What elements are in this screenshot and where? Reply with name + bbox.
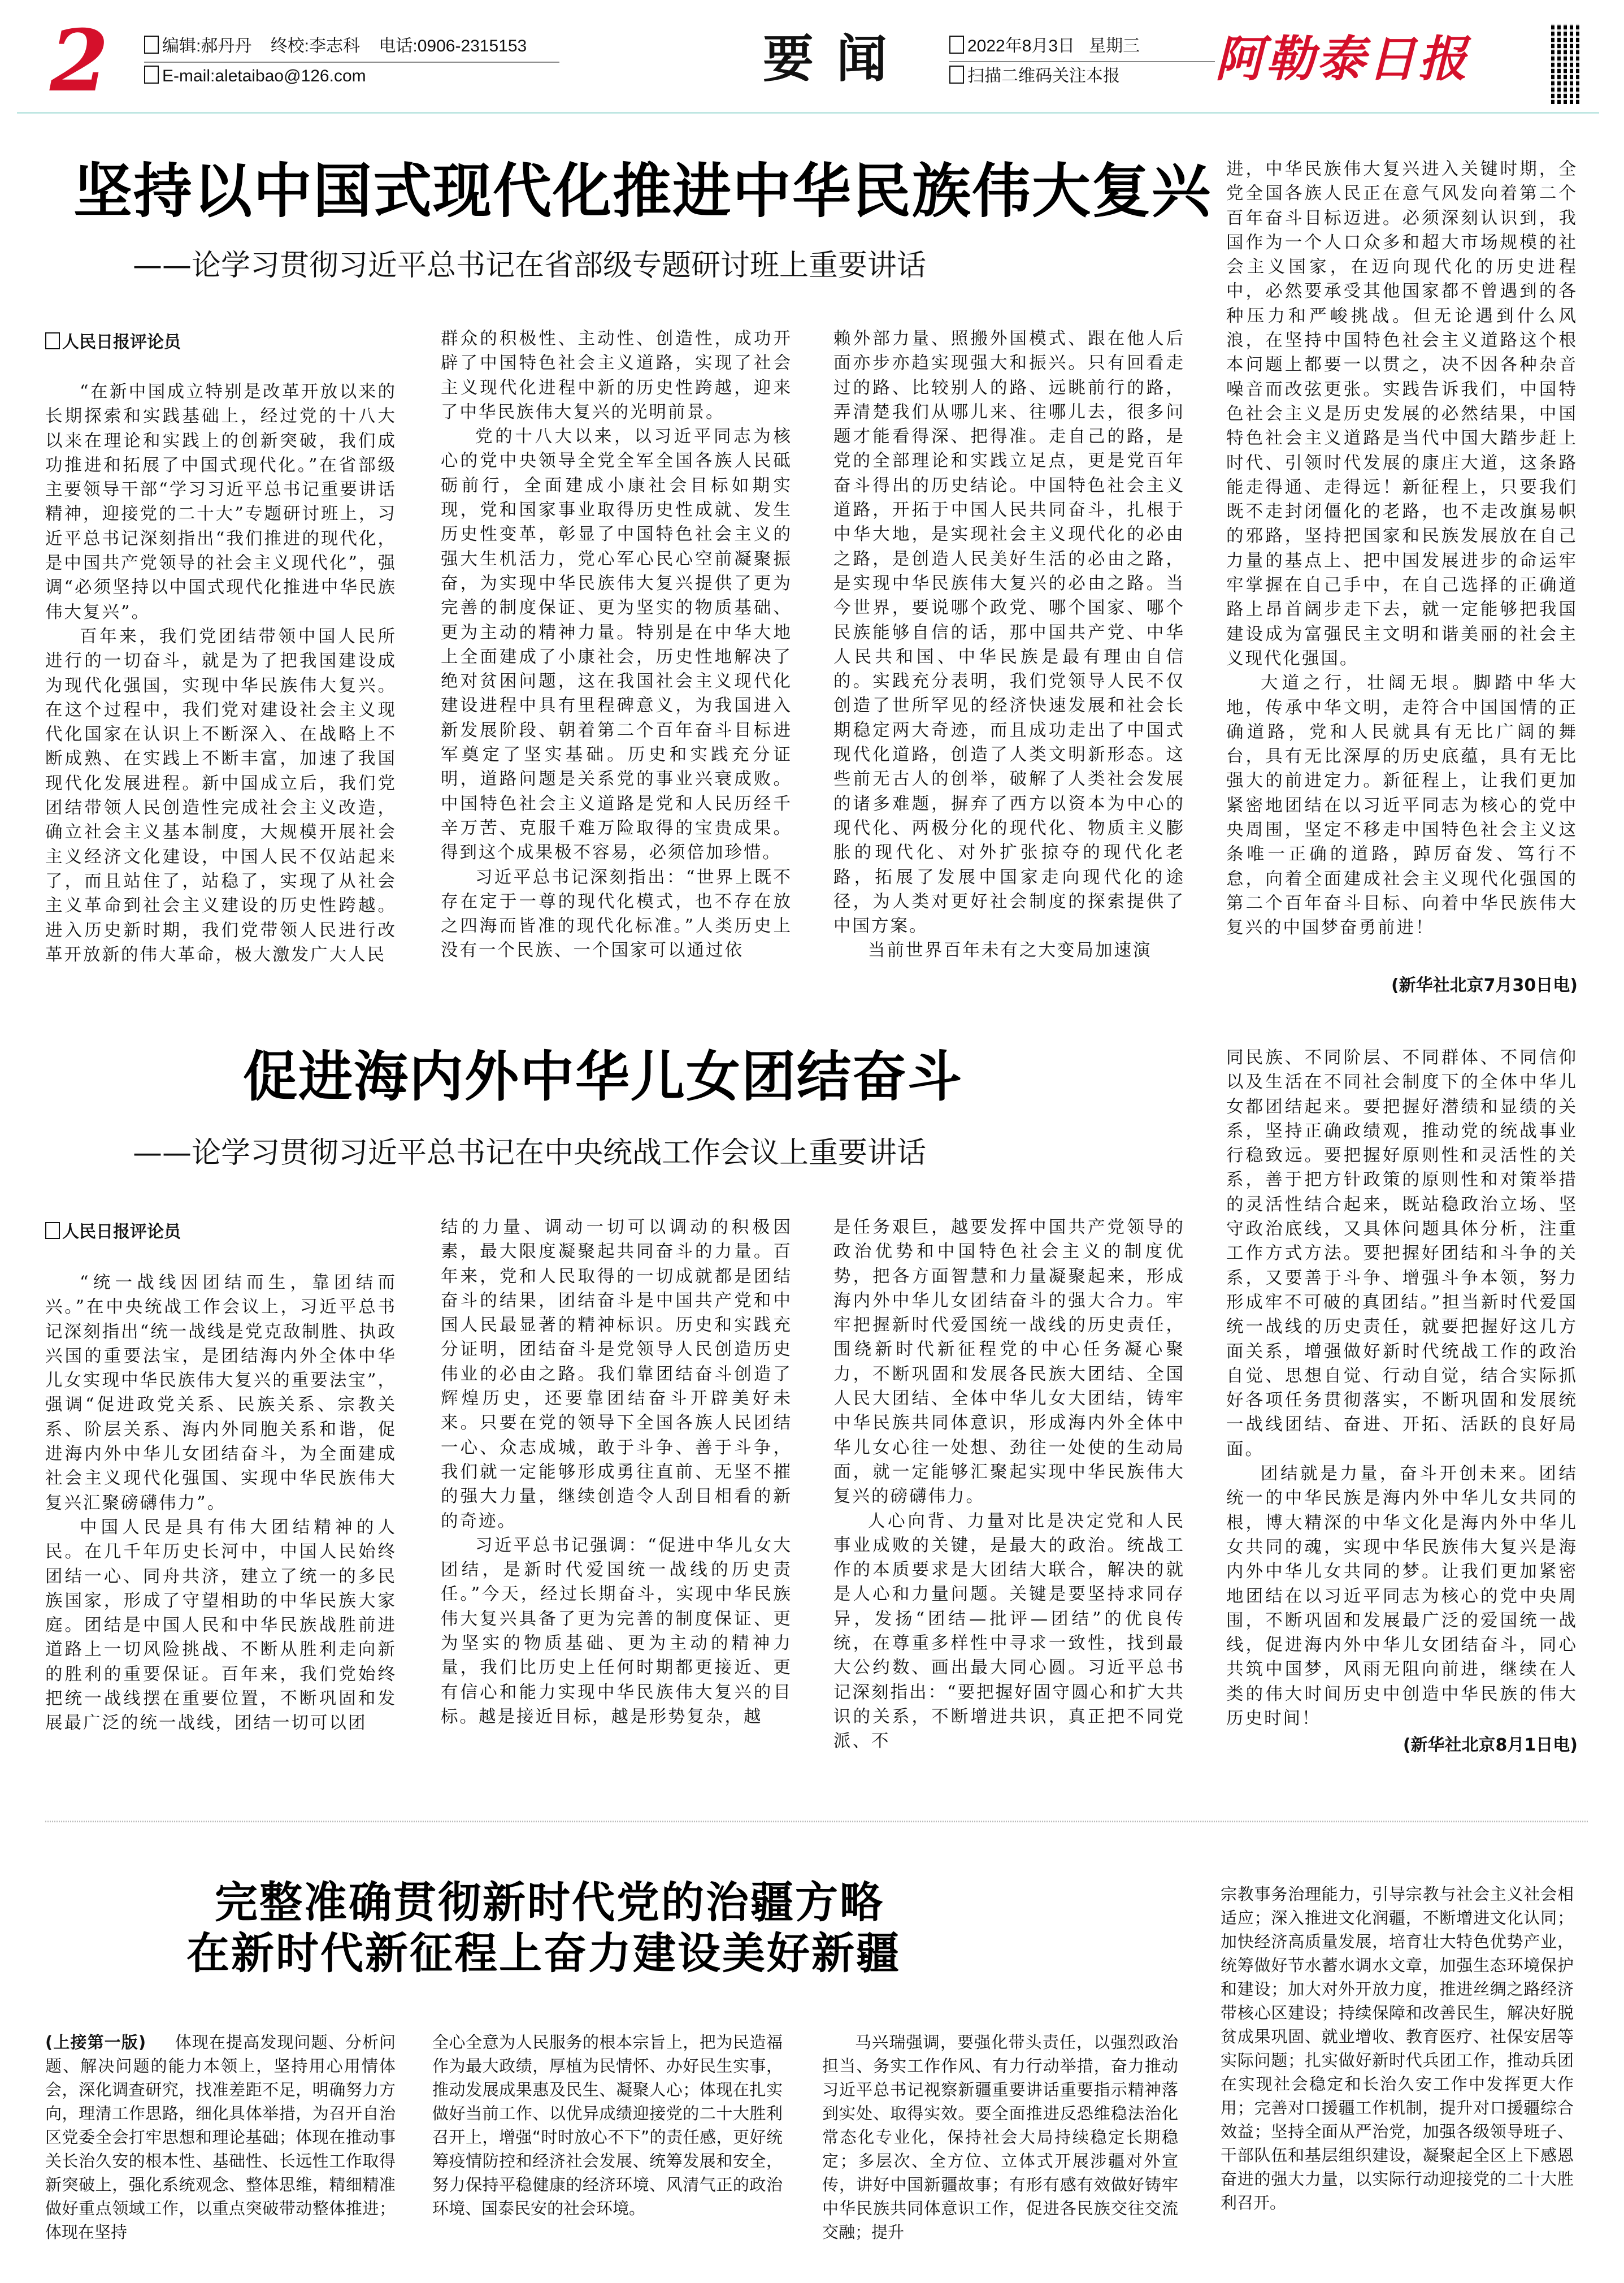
article1-paragraph: 习近平总书记深刻指出：“世界上既不存在定于一尊的现代化模式，也不存在放之四海而皆准的现代化标准。”人类历史上没有一个民族、一个国家可以通过依 [441,867,792,961]
qr-hint-info [949,65,1215,88]
email-info [144,65,557,88]
article1-paragraph: 大道之行，壮阔无垠。脚踏中华大地，传承中华文明，走符合中国国情的正确道路，党和人民就具有无比广阔的舞台，具有无比深厚的历史底蕴，具有无比强大的前进定力。新征程上，让我们更加紧密地团结在以习近平同志为核心的党中央周围，坚定不移走中国特色社会主义这条唯一正确的道路，踔厉奋发、笃行不怠，向着全面建成社会主义现代化强国的第二个百年奋斗目标、向着中华民族伟大复兴的中国梦奋勇前进！ [1226,673,1578,938]
article1-dateline: (新华社北京7月30日电) [1391,976,1578,995]
issue-weekday: 星期三 [1089,37,1140,55]
newspaper-logo: 阿勒泰日报 [1215,31,1469,88]
article2-paragraph: 是任务艰巨，越要发挥中国共产党领导的政治优势和中国特色社会主义的制度优势，把各方面智慧和力量凝聚起来，形成海内外中华儿女团结奋斗的强大合力。牢牢把握新时代爱国统一战线的历史责任，围绕新时代新征程党的中心任务凝心聚力，不断巩固和发展各民族大团结、全国人民大团结、全体中华儿女大团结，铸牢中华民族共同体意识，形成海内外全体中华儿女心往一处想、劲往一处使的生动局面，就一定能够汇聚起实现中华民族伟大复兴的磅礴伟力。 [833,1218,1185,1507]
email-link[interactable]: E-mail:aletaibao@126.com [162,67,366,85]
article1-column-3 [833,327,1185,963]
phone-number: 电话:0906-2315153 [379,37,527,55]
article2-paragraph: 结的力量、调动一切可以调动的积极因素，最大限度凝聚起共同奋斗的力量。百年来，党和人民取得的一切成就都是团结奋斗的结果，团结奋斗是中国共产党和中国人民最显著的精神标识。历史和实践充分证明，团结奋斗是党领导人民创造历史伟业的必由之路。我们靠团结奋斗创造了辉煌历史，还要靠团结奋斗开辟美好未来。只要在党的领导下全国各族人民团结一心、众志成城，敢于斗争、善于斗争，我们就一定能够形成勇往直前、无坚不摧的强大力量，继续创造令人刮目相看的新的奇迹。 [441,1218,792,1531]
article1-paragraph: 群众的积极性、主动性、创造性，成功开辟了中国特色社会主义道路，实现了社会主义现代化进程中新的历史性跨越，迎来了中华民族伟大复兴的光明前景。 [441,329,792,422]
article2-paragraph: 习近平总书记强调：“促进中华儿女大团结，是新时代爱国统一战线的历史责任。”今天，经过长期奋斗，实现中华民族伟大复兴具备了更为完善的制度保证、更为坚实的物质基础、更为主动的精神力量，我们比历史上任何时期都更接近、更有信心和能力实现中华民族伟大复兴的目标。越是接近目标，越是形势复杂，越 [441,1535,792,1727]
article3-column-2 [432,2030,783,2220]
editor-name: 编辑:郝丹丹 [162,37,252,55]
proofreader-name: 终校:李志科 [270,37,361,55]
article1-column-1 [45,380,397,967]
article2-paragraph: 人心向背、力量对比是决定党和人民事业成败的关键，是最大的政治。统战工作的本质要求是大团结大联合，解决的就是人心和力量问题。关键是要坚持求同存异，发扬“团结—批评—团结”的优良传统，在尊重多样性中寻求一致性，找到最大公约数、画出最大同心圆。习近平总书记深刻指出：“要把握好固守圆心和扩大共识的关系，不断增进共识，真正把不同党派、不 [833,1511,1185,1752]
box-bullet-icon [144,36,159,54]
article1-column-2 [441,327,792,963]
article1-paragraph: “在新中国成立特别是改革开放以来的长期探索和实践基础上，经过党的十八大以来在理论和实践上的创新突破，我们成功推进和拓展了中国式现代化。”在省部级主要领导干部“学习习近平总书记重要讲话精神，迎接党的二十大”专题研讨班上，习近平总书记深刻指出“我们推进的现代化，是中国共产党领导的社会主义现代化”，强调“必须坚持以中国式现代化推进中华民族伟大复兴”。 [45,382,397,622]
date-divider [949,61,1215,62]
article2-byline [45,1221,181,1244]
article2-paragraph: 同民族、不同阶层、不同群体、不同信仰以及生活在不同社会制度下的全体中华儿女都团结起来。要把握好潜绩和显绩的关系，坚持正确政绩观，推动党的统战事业行稳致远。要把握好原则性和灵活性的关系，善于把方针政策的原则性和对策举措的灵活性结合起来，既站稳政治立场、坚守政治底线，又具体问题具体分析，注重工作方式方法。要把握好团结和斗争的关系，又要善于斗争、增强斗争本领，努力形成牢不可破的真团结。”担当新时代爱国统一战线的历史责任，就要把握好这几方面关系，增强做好新时代统战工作的政治自觉、思想自觉、行动自觉，结合实际抓好各项任务贯彻落实，不断巩固和发展统一战线团结、奋进、开拓、活跃的良好局面。 [1226,1048,1578,1459]
article2-column-2 [441,1215,792,1729]
page-number: 2 [50,11,109,111]
byline-text: 人民日报评论员 [62,1222,181,1242]
continued-from-label[interactable]: (上接第一版) [45,2033,146,2052]
article3-column-3 [822,2030,1178,2244]
masthead-rule [17,112,1599,114]
article-separator [45,1821,1588,1822]
article2-paragraph: “统一战线因团结而生，靠团结而兴。”在中央统战工作会议上，习近平总书记深刻指出“统一战线是党克敌制胜、执政兴国的重要法宝，是团结海内外全体中华儿女实现中华民族伟大复兴的重要法宝”，强调“促进政党关系、民族关系、宗教关系、阶层关系、海内外同胞关系和谐，促进海内外中华儿女团结奋斗，为全面建成社会主义现代化强国、实现中华民族伟大复兴汇聚磅礴伟力”。 [45,1273,397,1513]
article1-paragraph: 党的十八大以来，以习近平同志为核心的党中央领导全党全军全国各族人民砥砺前行，全面建成小康社会目标如期实现，党和国家事业取得历史性成就、发生历史性变革，彰显了中国特色社会主义的强大生机活力，党心军心民心空前凝聚振奋，为实现中华民族伟大复兴提供了更为完善的制度保证、更为坚实的物质基础、更为主动的精神力量。特别是在中华大地上全面建成了小康社会，历史性地解决了绝对贫困问题，这在我国社会主义现代化建设进程中具有里程碑意义，为我国进入新发展阶段、朝着第二个百年奋斗目标进军奠定了坚实基础。历史和实践充分证明，道路问题是关系党的事业兴衰成败。中国特色社会主义道路是党和人民历经千辛万苦、克服千难万险取得的宝贵成果。得到这个成果极不容易，必须倍加珍惜。 [441,427,792,863]
section-title: 要闻 [763,29,910,89]
article1-byline [45,331,181,354]
article1-paragraph: 当前世界百年未有之大变局加速演 [868,941,1152,961]
article2-title[interactable]: 促进海内外中华儿女团结奋斗 [243,1045,963,1108]
editor-info [144,35,557,58]
article3-title-line2[interactable]: 在新时代新征程上奋力建设美好新疆 [186,1928,901,1978]
article3-paragraph: 全心全意为人民服务的根本宗旨上，把为民造福作为最大政绩，厚植为民情怀、办好民生实事，推动发展成果惠及民生、凝聚人心；体现在扎实做好当前工作、以优异成绩迎接党的二十大胜利召开上，增强“时时放心不下”的责任感，更好统筹疫情防控和经济社会发展、统筹发展和安全，努力保持平稳健康的经济环境、风清气正的政治环境、国泰民安的社会环境。 [432,2033,783,2218]
byline-text: 人民日报评论员 [62,332,181,352]
qr-hint: 扫描二维码关注本报 [967,67,1120,85]
date-info [949,35,1215,58]
box-bullet-icon [949,66,964,84]
article1-column-4 [1226,157,1578,941]
article1-paragraph: 进，中华民族伟大复兴进入关键时期，全党全国各族人民正在意气风发向着第二个百年奋斗目标迈进。必须深刻认识到，我国作为一个人口众多和超大市场规模的社会主义国家，在迈向现代化的历史进程中，必然要承受其他国家都不曾遇到的各种压力和严峻挑战。但无论遇到什么风浪，在坚持中国特色社会主义道路这个根本问题上都要一以贯之，决不因各种杂音噪音而改弦更张。实践告诉我们，中国特色社会主义是历史发展的必然结果，中国特色社会主义道路是当代中国大踏步赶上时代、引领时代发展的康庄大道，这条路能走得通、走得远！新征程上，只要我们既不走封闭僵化的老路，也不走改旗易帜的邪路，坚持把国家和民族发展放在自己力量的基点上、把中国发展进步的命运牢牢掌握在自己手中，在自己选择的正确道路上昂首阔步走下去，就一定能够把我国建设成为富强民主文明和谐美丽的社会主义现代化强国。 [1226,159,1578,669]
article2-column-1 [45,1271,397,1736]
article3-column-1 [45,2030,396,2244]
masthead-divider [144,62,559,63]
article3-paragraph: 马兴瑞强调，要强化带头责任，以强烈政治担当、务实工作作风、有力行动举措，奋力推动习近平总书记视察新疆重要讲话重要指示精神落到实处、取得实效。要全面推进反恐维稳法治化常态化专业化，保持社会大局持续稳定长期稳定；多层次、全方位、立体式开展涉疆对外宣传，讲好中国新疆故事；有形有感有效做好铸牢中华民族共同体意识工作，促进各民族交往交流交融；提升 [822,2033,1178,2242]
article2-column-3 [833,1215,1185,1754]
box-bullet-icon [45,1222,60,1239]
box-bullet-icon [144,66,159,84]
article2-dateline: (新华社北京8月1日电) [1402,1735,1578,1755]
article2-column-4 [1226,1046,1578,1731]
article3-paragraph: 宗教事务治理能力，引导宗教与社会主义社会相适应；深入推进文化润疆，不断增进文化认同；加快经济高质量发展，培育壮大特色优势产业，统筹做好节水蓄水调水文章，加强生态环境保护和建设；加大对外开放力度，推进丝绸之路经济带核心区建设；持续保障和改善民生，解决好脱贫成果巩固、就业增收、教育医疗、社保安居等实际问题；扎实做好新时代兵团工作，推动兵团在实现社会稳定和长治久安工作中发挥更大作用；完善对口援疆工作机制，提升对口援疆综合效益；坚持全面从严治党，加强各级领导班子、干部队伍和基层组织建设，凝聚起全区上下感恩奋进的强大力量，以实际行动迎接党的二十大胜利召开。 [1221,1885,1574,2212]
box-bullet-icon [949,36,964,54]
article3-title-line1[interactable]: 完整准确贯彻新时代党的治疆方略 [215,1877,884,1927]
article1-subtitle: ——论学习贯彻习近平总书记在省部级专题研讨班上重要讲话 [133,249,927,283]
article1-paragraph: 百年来，我们党团结带领中国人民所进行的一切奋斗，就是为了把我国建设成为现代化强国，实现中华民族伟大复兴。在这个过程中，我们党对建设社会主义现代化国家在认识上不断深入、在战略上不断成熟、在实践上不断丰富，加速了我国现代化发展进程。新中国成立后，我们党团结带领人民创造性完成社会主义改造，确立社会主义基本制度，大规模开展社会主义经济文化建设，中国人民不仅站起来了，而且站住了，站稳了，实现了从社会主义革命到社会主义建设的历史性跨越。进入历史新时期，我们党带领人民进行改革开放新的伟大革命，极大激发广大人民 [45,626,397,965]
qr-code-icon[interactable] [1551,24,1579,104]
article1-title[interactable]: 坚持以中国式现代化推进中华民族伟大复兴 [73,157,1212,226]
article2-paragraph: 中国人民是具有伟大团结精神的人民。在几千年历史长河中，中国人民始终团结一心、同舟共济，建立了统一的多民族国家，形成了守望相助的中华民族大家庭。团结是中国人民和中华民族战胜前进道路上一切风险挑战、不断从胜利走向新的胜利的重要保证。百年来，我们党始终把统一战线摆在重要位置，不断巩固和发展最广泛的统一战线，团结一切可以团 [45,1517,397,1734]
issue-date: 2022年8月3日 [967,37,1075,55]
box-bullet-icon [45,332,60,349]
article3-col1-text: 体现在提高发现问题、分析问题、解决问题的能力本领上，坚持用心用情体会，深化调查研究，找准差距不足，明确努力方向，理清工作思路，细化具体举措，为召开自治区党委全会打牢思想和理论基础；体现在推动事关长治久安的根本性、基础性、长远性工作取得新突破上，强化系统观念、整体思维，精细精准做好重点领域工作，以重点突破带动整体推进；体现在坚持 [45,2033,396,2242]
article3-column-4 [1221,1882,1574,2215]
article2-subtitle: ——论学习贯彻习近平总书记在中央统战工作会议上重要讲话 [133,1136,927,1170]
article2-paragraph: 团结就是力量，奋斗开创未来。团结统一的中华民族是海内外中华儿女共同的根，博大精深的中华文化是海内外中华儿女共同的魂，实现中华民族伟大复兴是海内外中华儿女共同的梦。让我们更加紧密地团结在以习近平同志为核心的党中央周围，不断巩固和发展最广泛的爱国统一战线，促进海内外中华儿女团结奋斗，同心共筑中国梦，风雨无阻向前进，继续在人类的伟大时间历史中创造中华民族的伟大历史时间！ [1226,1464,1578,1729]
article1-paragraph: 赖外部力量、照搬外国模式、跟在他人后面亦步亦趋实现强大和振兴。只有回看走过的路、比较别人的路、远眺前行的路，弄清楚我们从哪儿来、往哪儿去，很多问题才能看得深、把得准。走自己的路，是党的全部理论和实践立足点，更是党百年奋斗得出的历史结论。中国特色社会主义道路，开拓于中国人民共同奋斗，扎根于中华大地，是实现社会主义现代化的必由之路，是创造人民美好生活的必由之路，是实现中华民族伟大复兴的必由之路。当今世界，要说哪个政党、哪个国家、哪个民族能够自信的话，那中国共产党、中华人民共和国、中华民族是最有理由自信的。实践充分表明，我们党领导人民不仅创造了世所罕见的经济快速发展和社会长期稳定两大奇迹，而且成功走出了中国式现代化道路，创造了人类文明新形态。这些前无古人的创举，破解了人类社会发展的诸多难题，摒弃了西方以资本为中心的现代化、两极分化的现代化、物质主义膨胀的现代化、对外扩张掠夺的现代化老路，拓展了发展中国家走向现代化的途径，为人类对更好社会制度的探索提供了中国方案。 [833,329,1185,937]
